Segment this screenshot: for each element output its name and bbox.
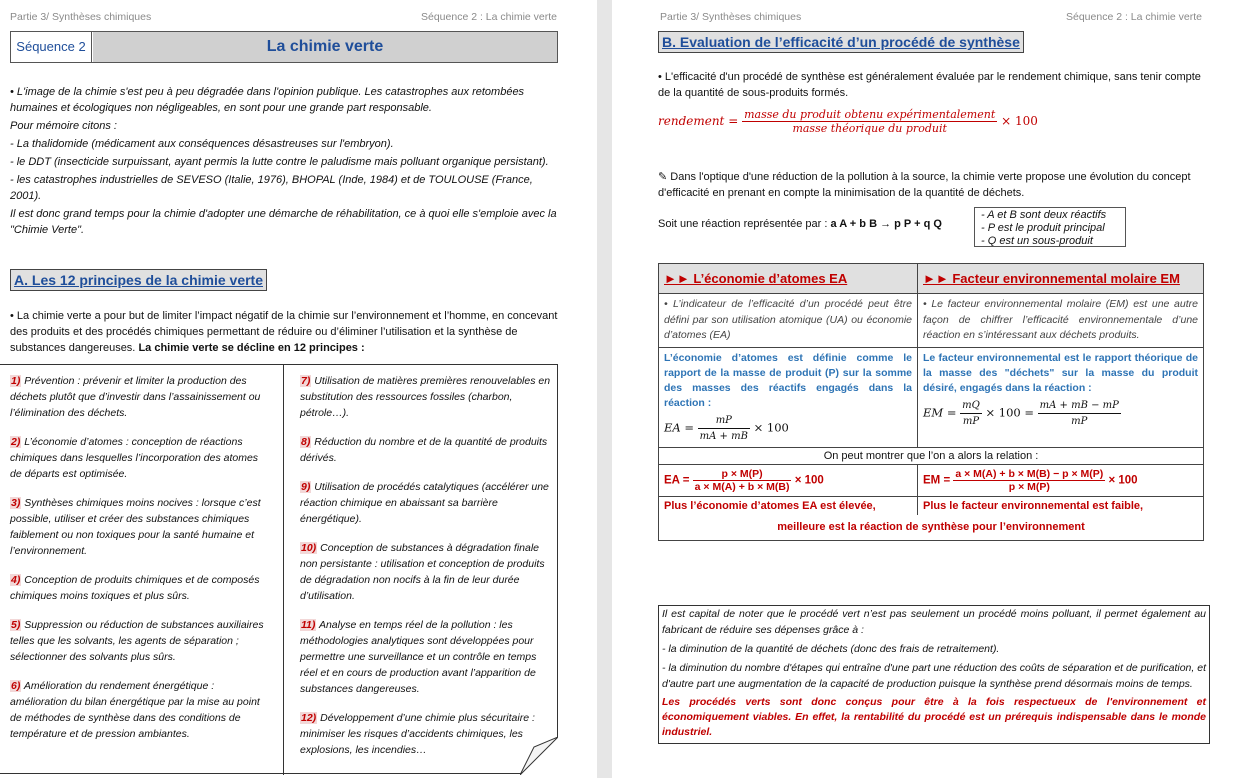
em2-num: a × M(A) + b × M(B) − p × M(P) [955,467,1104,480]
principle-text: Synthèses chimiques moins nocives : lorsque c’est possible, utiliser et créer des substances chimiques faiblement ou non toxiques pour la santé humaine et l’environnement. [10,497,261,557]
efficiency-table [658,263,1204,541]
principles-column-right [300,373,554,771]
em-relation [918,464,1204,496]
principle-item [10,434,268,482]
ea2-fraction [693,468,792,493]
principle-text: Analyse en temps réel de la pollution : les méthodologies analytiques sont développées pour permettre une surveillance et un contrôle en temps réel et en cours de production avant l’apparition de substances dangereuses. [300,619,537,695]
principle-text: Développement d’une chimie plus sécuritaire : minimiser les risques d’accidents chimiques, les explosions, les incendies… [300,712,535,756]
ea-fraction [698,413,750,444]
em-formula [923,398,1198,429]
intro-p3: - La thalidomide (médicament aux conséquences désastreuses sur l'embryon). [10,138,394,150]
intro-p1: L'image de la chimie s'est peu à peu dégradée dans l'opinion publique. Les catastrophes aux retombées humaines et écologiques non négligeables, en sont pour une grande part responsable. [10,86,525,114]
sequence-label: Séquence 2 [11,32,92,62]
page-curl-icon [520,737,558,775]
note-reactants: - A et B sont deux réactifs [981,209,1107,221]
table-header-em: ►► Facteur environnemental molaire EM [918,264,1204,294]
principle-item [300,540,554,604]
ea2-num: p × M(P) [693,468,792,481]
box-p4: Les procédés verts sont donc conçus pour être à la fois respectueux de l'environnement et économiquement viables. En effet, la rentabilité du procédé est un prérequis indispensable dans le monde industriel. [662,696,1206,738]
note-product: - P est le produit principal [981,222,1105,234]
section-b-p2 [658,169,1214,201]
section-a-text: • La chimie verte a pour but de limiter l’impact négatif de la chimie sur l’environnement et l’homme, en concevant des produits et des procédés chimiques permettant de réduire ou d’éliminer l’utilisation et la synthèse de substances dangereuses. La chimie verte se décline en 12 principes : [10,310,558,354]
principle-number: 11) [301,619,316,631]
ea-lhs: EA = [664,420,694,434]
principle-item [10,617,268,665]
ea2-tail: × 100 [794,474,824,487]
reaction-equation: a A + b B → p P + q Q [830,218,942,230]
em-num-2: mA + mB − mP [1038,398,1121,414]
reaction-line [658,216,942,232]
principle-number: 8) [301,436,311,448]
ea-formula-cell [659,347,918,447]
em-fraction-2 [1038,398,1121,429]
em-den-2: mP [1071,415,1088,427]
principles-column-left [10,373,268,755]
rendement-lhs: rendement = [658,114,739,128]
column-divider [283,365,284,775]
principle-number: 1) [11,375,21,387]
em2-den: p × M(P) [1008,480,1050,493]
header-right-right-page: Séquence 2 : La chimie verte [1066,11,1202,23]
em2-lhs: EM = [923,474,951,487]
principle-item [300,373,554,421]
principle-number: 2) [11,436,21,448]
rendement-fraction [742,108,997,135]
principle-item [10,495,268,559]
ea-formula [664,413,912,444]
box-p1: Il est capital de noter que le procédé vert n’est pas seulement un procédé moins polluant, il permet également au fabricant de réduire ses dépenses grâce à : [662,608,1206,636]
ea2-lhs: EA = [664,474,690,487]
principle-item [300,434,554,466]
ea-num: mP [698,413,750,429]
ea-definition-text: • L’indicateur de l’efficacité d’un procédé peut être défini par son utilisation atomique (UA) ou économie d’atomes (EA) [664,298,912,341]
em-mid: × 100 = [985,405,1035,419]
intro-block: • L'image de la chimie s'est peu à peu dégradée dans l'opinion publique. Les catastrophes aux retombées humaines et écologiques non négligeables, en sont pour une grande part responsable. Pour mémoire citons : - La thalidomide (médicament aux conséquences désastreuses sur l'embryon). - le DDT (insecticide surpuissant, ayant permis la lutte contre le paludisme mais polluant organique persistant). - les catastrophes industrielles de SEVESO (Italie, 1976), BHOPAL (Inde, 1984) et de TOULOUSE (France, 2001). Il est donc grand temps pour la chimie d'adopter une démarche de réhabilitation, ce à quoi elle s'emploie avec la "Chimie Verte". [10,86,557,236]
reaction-notes-box [974,207,1126,247]
principle-item [300,710,554,758]
em-formula-desc: Le facteur environnemental est le rapport théorique de la masse des "déchets" sur la masse du produit désiré, engagés dans la réaction : [923,351,1198,394]
relation-row: On peut montrer que l’on a alors la relation : [659,447,1204,464]
principle-text: Utilisation de matières premières renouvelables en substitution des ressources fossiles (charbon, pétrole…). [300,375,551,419]
ea-den: mA + mB [699,430,748,442]
em-den-1: mP [962,415,980,427]
principle-item [10,373,268,421]
reaction-intro: Soit une réaction représentée par : [658,218,828,230]
principle-text: Amélioration du rendement énergétique : amélioration du bilan énergétique par la mise au point de méthodes de synthèse dans des conditions de température et de pression ambiantes. [10,680,260,740]
principle-item [300,479,554,527]
ea-relation [659,464,918,496]
intro-p6: Il est donc grand temps pour la chimie d'adopter une démarche de réhabilitation, ce à quoi elle s'emploie avec la "Chimie Verte". [10,208,557,236]
header-left: Partie 3/ Synthèses chimiques [10,11,152,23]
em2-fraction [953,468,1105,493]
intro-p2: Pour mémoire citons : [10,120,117,132]
intro-p5: - les catastrophes industrielles de SEVESO (Italie, 1976), BHOPAL (Inde, 1984) et de TOULOUSE (France, 2001). [10,174,533,202]
em-formula-cell [918,347,1204,447]
section-a-body: La chimie verte a pour but de limiter l’impact négatif de la chimie sur l’environnement et l’homme, en concevant des produits et des procédés chimiques permettant de réduire ou d’éliminer l’utilisation et la synthèse de substances dangereuses. [10,310,558,354]
principle-number: 9) [301,481,311,493]
principle-text: Utilisation de procédés catalytiques (accélérer une réaction chimique en abaissant sa barrière énergétique). [300,481,549,525]
section-b-p2-text: Dans l'optique d'une réduction de la pollution à la source, la chimie verte propose une évolution du concept d'efficacité en prenant en compte la minimisation de la quantité de déchets. [658,171,1191,199]
header-right: Séquence 2 : La chimie verte [421,11,557,23]
rendement-denominator: masse théorique du produit [792,122,947,135]
section-b-heading: B. Evaluation de l’efficacité d’un procédé de synthèse [658,31,1024,53]
principle-number: 12) [301,712,317,724]
principle-number: 4) [11,574,21,586]
section-a-heading: A. Les 12 principes de la chimie verte [10,269,267,291]
ea-conclusion: Plus l’économie d’atomes EA est élevée, [659,496,918,515]
principle-text: Réduction du nombre et de la quantité de produits dérivés. [300,436,548,464]
ea-tail: × 100 [753,420,789,434]
box-p3: - la diminution du nombre d'étapes qui entraîne d'une part une réduction des coûts de séparation et de purification, et d'autre part une augmentation de la capacité de production puisque la synthèse prend désormais moins de temps. [662,662,1206,690]
rendement-numerator: masse du produit obtenu expérimentalement [744,108,996,121]
principle-text: Conception de substances à dégradation finale non persistante : utilisation et conception de produits de dégradation non nocifs à la fin de leur durée d’utilisation. [300,542,545,602]
principle-item [10,572,268,604]
em-conclusion: Plus le facteur environnemental est faible, [918,496,1204,515]
sequence-banner [10,31,558,63]
economics-box [658,605,1210,744]
note-byproduct: - Q est un sous-produit [981,235,1093,247]
principle-text: Suppression ou réduction de substances auxiliaires telles que les solvants, les agents de séparation ; sélectionner des solvants plus sûrs. [10,619,264,663]
principle-number: 3) [11,497,21,509]
intro-p4: - le DDT (insecticide surpuissant, ayant permis la lutte contre le paludisme mais polluant organique persistant). [10,156,549,168]
principle-text: Conception de produits chimiques et de composés chimiques moins toxiques et plus sûrs. [10,574,260,602]
ea-definition [659,294,918,348]
section-b-p1: • L'efficacité d'un procédé de synthèse est généralement évaluée par le rendement chimique, sans tenir compte de la quantité de sous-produits formés. [658,71,1201,99]
em-definition-text: • Le facteur environnemental molaire (EM) est une autre façon de chiffrer l’efficacité environnementale d’une réaction en s’intéressant aux déchets produits. [923,298,1198,341]
rendement-formula [658,108,1038,135]
box-p2: - la diminution de la quantité de déchets (donc des frais de retraitement). [662,643,1000,655]
em-definition [918,294,1204,348]
principle-item [10,678,268,742]
ea-formula-desc: L’économie d’atomes est définie comme le rapport de la masse de produit (P) sur la somme des masses des réactifs engagés dans la réaction : [664,351,912,409]
em-num-1: mQ [960,398,982,414]
right-page [612,0,1236,778]
em-fraction-1 [960,398,982,429]
left-page [0,0,597,778]
principle-number: 6) [11,680,21,692]
principle-number: 7) [301,375,311,387]
em-lhs: EM = [923,405,957,419]
table-header-ea: ►► L’économie d’atomes EA [659,264,918,294]
section-a-bold: La chimie verte se décline en 12 principes : [138,342,365,354]
section-b-p1-text: L'efficacité d'un procédé de synthèse est généralement évaluée par le rendement chimique, sans tenir compte de la quantité de sous-produits formés. [658,71,1201,99]
principle-text: L’économie d’atomes : conception de réactions chimiques dans lesquelles l’incorporation des atomes de départs est optimisée. [10,436,259,480]
shared-conclusion: meilleure est la réaction de synthèse pour l’environnement [659,515,1204,541]
header-left-right-page: Partie 3/ Synthèses chimiques [660,11,802,23]
em2-tail: × 100 [1108,474,1138,487]
rendement-tail: × 100 [1001,114,1038,128]
principles-box [0,364,558,774]
principle-text: Prévention : prévenir et limiter la production des déchets plutôt que d’investir dans l’assainissement ou l’élimination des déchets. [10,375,261,419]
pencil-icon: ✎ [658,171,668,183]
principle-number: 10) [301,542,317,554]
page-title: La chimie verte [93,32,557,62]
ea2-den: a × M(A) + b × M(B) [694,480,790,493]
principle-item [300,617,554,697]
principle-number: 5) [11,619,21,631]
